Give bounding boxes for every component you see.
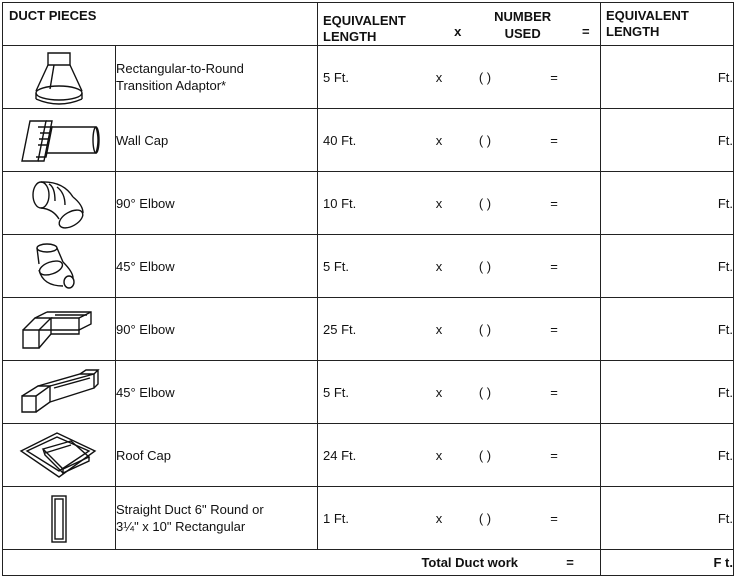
header-middle-cell — [318, 3, 601, 46]
total-label: Total Duct work — [421, 555, 518, 570]
piece-name-line-1: Straight Duct 6" Round or — [116, 502, 264, 517]
total-row — [3, 550, 734, 576]
equivalent-length: 5 Ft. — [323, 258, 350, 274]
equivalent-length: 10 Ft. — [323, 195, 357, 211]
wall-cap-icon — [16, 113, 102, 167]
header-eq-length — [318, 8, 422, 45]
piece-name-line-1: 45° Elbow — [116, 384, 175, 400]
equivalent-length: 25 Ft. — [323, 321, 357, 337]
total-label-cell — [3, 550, 601, 576]
piece-name — [116, 172, 318, 235]
straight-duct-icon — [44, 490, 74, 546]
number-used-input[interactable]: ( ) — [478, 447, 492, 463]
multiply-sign: x — [435, 447, 443, 463]
rect-45-elbow-icon — [16, 366, 102, 418]
result-length[interactable]: Ft. — [601, 487, 734, 550]
icon-cell — [3, 361, 116, 424]
table-row — [3, 235, 734, 298]
piece-name — [116, 298, 318, 361]
piece-name — [116, 235, 318, 298]
result-length[interactable]: Ft. — [601, 298, 734, 361]
number-used-input[interactable]: ( ) — [478, 510, 492, 526]
header-result — [601, 3, 733, 40]
header-row — [3, 3, 734, 46]
result-length[interactable]: Ft. — [601, 109, 734, 172]
multiply-sign: x — [435, 384, 443, 400]
equals-sign: = — [550, 258, 558, 274]
piece-name-line-1: Wall Cap — [116, 132, 169, 148]
round-90-elbow-icon — [27, 175, 91, 231]
piece-name-line-1: 90° Elbow — [116, 321, 175, 337]
header-x: x — [454, 24, 462, 39]
number-used-input[interactable]: ( ) — [478, 258, 492, 274]
icon-cell — [3, 235, 116, 298]
roof-cap-icon — [17, 429, 101, 481]
calc-cell — [318, 46, 601, 109]
table-row — [3, 298, 734, 361]
piece-name — [116, 46, 318, 109]
icon-cell — [3, 487, 116, 550]
multiply-sign: x — [435, 510, 443, 526]
calc-cell — [318, 361, 601, 424]
header-eq-length-2: LENGTH — [323, 29, 377, 44]
equals-sign: = — [550, 321, 558, 337]
equals-sign: = — [550, 384, 558, 400]
equivalent-length: 5 Ft. — [323, 69, 350, 85]
equals-sign: = — [550, 69, 558, 85]
header-result-cell — [601, 3, 734, 46]
total-result[interactable]: F t. — [601, 550, 734, 576]
result-length[interactable]: Ft. — [601, 361, 734, 424]
equivalent-length: 24 Ft. — [323, 447, 357, 463]
header-pieces-cell — [3, 3, 318, 46]
number-used-input[interactable]: ( ) — [478, 384, 492, 400]
equals-sign: = — [550, 447, 558, 463]
result-length[interactable]: Ft. — [601, 424, 734, 487]
icon-cell — [3, 424, 116, 487]
header-pieces: DUCT PIECES — [9, 8, 97, 23]
multiply-sign: x — [435, 69, 443, 85]
number-used-input[interactable]: ( ) — [478, 321, 492, 337]
table-row — [3, 361, 734, 424]
duct-worksheet — [2, 2, 733, 576]
piece-name-line-1: Roof Cap — [116, 447, 171, 463]
calc-cell — [318, 172, 601, 235]
piece-name — [116, 361, 318, 424]
calc-cell — [318, 424, 601, 487]
result-length[interactable]: Ft. — [601, 46, 734, 109]
header-result-1: EQUIVALENT — [606, 8, 689, 23]
equivalent-length: 5 Ft. — [323, 384, 350, 400]
icon-cell — [3, 298, 116, 361]
result-length[interactable]: Ft. — [601, 172, 734, 235]
round-45-elbow-icon — [29, 238, 89, 294]
header-number-1: NUMBER — [494, 9, 552, 24]
header-result-2: LENGTH — [606, 24, 660, 39]
equivalent-length: 1 Ft. — [323, 510, 350, 526]
calc-cell — [318, 487, 601, 550]
piece-name — [116, 109, 318, 172]
multiply-sign: x — [435, 132, 443, 148]
transition-adaptor-icon — [24, 49, 94, 105]
piece-name-line-1: 90° Elbow — [116, 195, 175, 211]
piece-name-line-1: Rectangular-to-Round — [116, 61, 244, 76]
multiply-sign: x — [435, 195, 443, 211]
multiply-sign: x — [435, 321, 443, 337]
table-row — [3, 172, 734, 235]
duct-table — [2, 2, 734, 576]
calc-cell — [318, 109, 601, 172]
table-row — [3, 109, 734, 172]
piece-name — [116, 424, 318, 487]
icon-cell — [3, 109, 116, 172]
equals-sign: = — [550, 132, 558, 148]
number-used-input[interactable]: ( ) — [478, 195, 492, 211]
icon-cell — [3, 46, 116, 109]
icon-cell — [3, 172, 116, 235]
calc-cell — [318, 298, 601, 361]
total-equals-sign: = — [566, 555, 574, 570]
piece-name — [116, 487, 318, 550]
table-row — [3, 424, 734, 487]
calc-cell — [318, 235, 601, 298]
number-used-input[interactable]: ( ) — [478, 69, 492, 85]
piece-name-line-2: Transition Adaptor* — [116, 78, 227, 93]
piece-name-line-1: 45° Elbow — [116, 258, 175, 274]
equivalent-length: 40 Ft. — [323, 132, 357, 148]
table-row — [3, 46, 734, 109]
equals-sign: = — [550, 195, 558, 211]
number-used-input[interactable]: ( ) — [478, 132, 492, 148]
header-equals: = — [581, 24, 590, 39]
piece-name-line-2: 3¼" x 10" Rectangular — [116, 519, 246, 534]
table-row — [3, 487, 734, 550]
header-number-used — [463, 8, 582, 42]
header-number-2: USED — [504, 26, 541, 41]
header-eq-length-1: EQUIVALENT — [323, 13, 406, 28]
result-length[interactable]: Ft. — [601, 235, 734, 298]
rect-90-elbow-icon — [17, 304, 101, 354]
equals-sign: = — [550, 510, 558, 526]
multiply-sign: x — [435, 258, 443, 274]
